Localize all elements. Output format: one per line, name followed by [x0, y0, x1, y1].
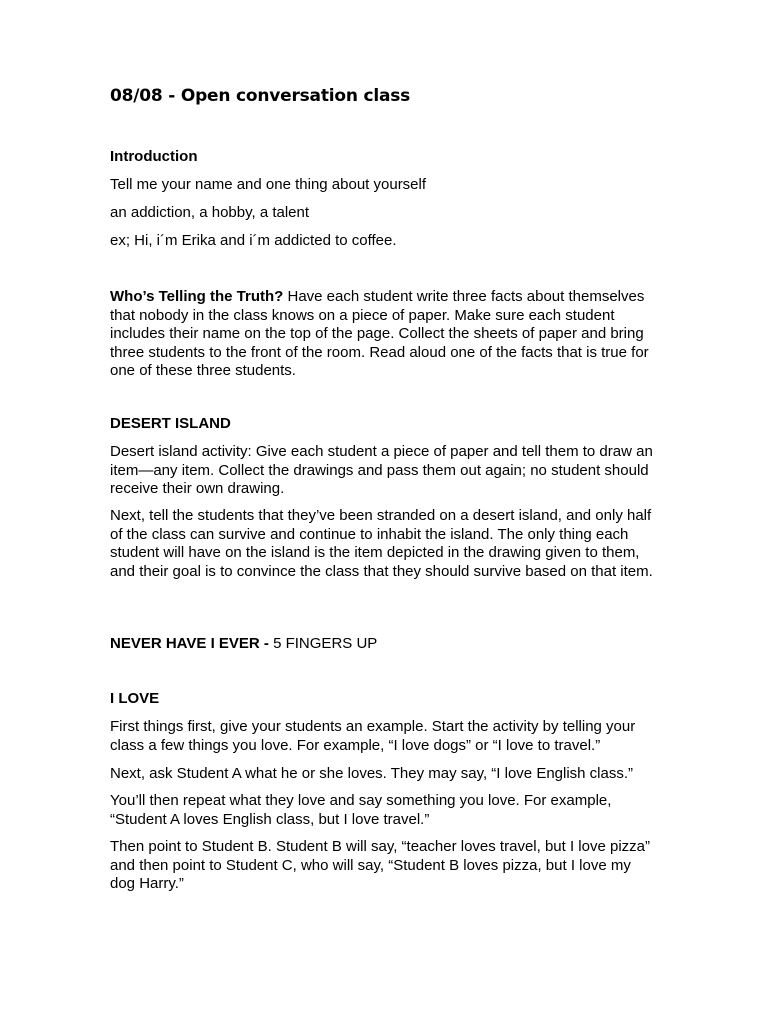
i-love-paragraph: [110, 838, 658, 894]
truth-section: [110, 288, 658, 381]
desert-island-paragraph-1: Desert island activity: Give each student a piece of paper and tell them to draw an item—any item. Collect the drawings and pass them out again; no student should receive their own drawing.: [110, 443, 653, 497]
introduction-heading-text: Introduction: [110, 148, 198, 165]
introduction-line-3: ex; Hi, i´m Erika and i´m addicted to coffee.: [110, 232, 397, 249]
document-title: 08/08 - Open conversation class: [110, 86, 411, 106]
never-line: [110, 635, 658, 654]
truth-heading: Who’s Telling the Truth?: [110, 288, 284, 305]
desert-island-paragraph: [110, 507, 658, 581]
truth-body: Have each student write three facts about themselves that nobody in the class knows on a piece of paper. Make sure each student includes their name on the top of the page. Collect the sheets of paper and bring three students to the front of the room. Read aloud one of the facts that is true for one of these three students.: [110, 288, 649, 379]
i-love-heading: [110, 690, 658, 709]
desert-island-paragraph: [110, 443, 658, 499]
truth-paragraph: [110, 288, 658, 381]
i-love-paragraph: [110, 718, 658, 755]
i-love-paragraph: [110, 792, 658, 829]
introduction-heading: [110, 148, 658, 167]
i-love-paragraph-2: Next, ask Student A what he or she loves. They may say, “I love English class.”: [110, 765, 634, 782]
desert-island-paragraph-2: Next, tell the students that they’ve been stranded on a desert island, and only half of the class can survive and continue to inhabit the island. The only thing each student will have on the island is the item depicted in the drawing given to them, and their goal is to convince the class that they should survive based on that item.: [110, 507, 653, 580]
desert-island-heading-text: DESERT ISLAND: [110, 415, 231, 432]
never-heading: NEVER HAVE I EVER -: [110, 635, 274, 652]
i-love-heading-text: I LOVE: [110, 690, 160, 707]
introduction-line-2: an addiction, a hobby, a talent: [110, 204, 310, 221]
never-have-i-ever: [110, 635, 658, 654]
introduction-line: [110, 204, 658, 223]
i-love-paragraph: [110, 765, 658, 784]
introduction-line: [110, 232, 658, 251]
never-rest: 5 FINGERS UP: [273, 635, 378, 652]
introduction-line-1: Tell me your name and one thing about yourself: [110, 176, 427, 193]
introduction-line: [110, 176, 658, 195]
i-love-paragraph-4: Then point to Student B. Student B will say, “teacher loves travel, but I love pizza” and then point to Student C, who will say, “Student B loves pizza, but I love my dog Harry.”: [110, 838, 650, 892]
i-love-paragraph-1: First things first, give your students an example. Start the activity by telling your class a few things you love. For example, “I love dogs” or “I love to travel.”: [110, 718, 636, 754]
i-love-paragraph-3: You’ll then repeat what they love and say something you love. For example, “Student A loves English class, but I love travel.”: [110, 792, 612, 828]
desert-island-heading: [110, 415, 658, 434]
